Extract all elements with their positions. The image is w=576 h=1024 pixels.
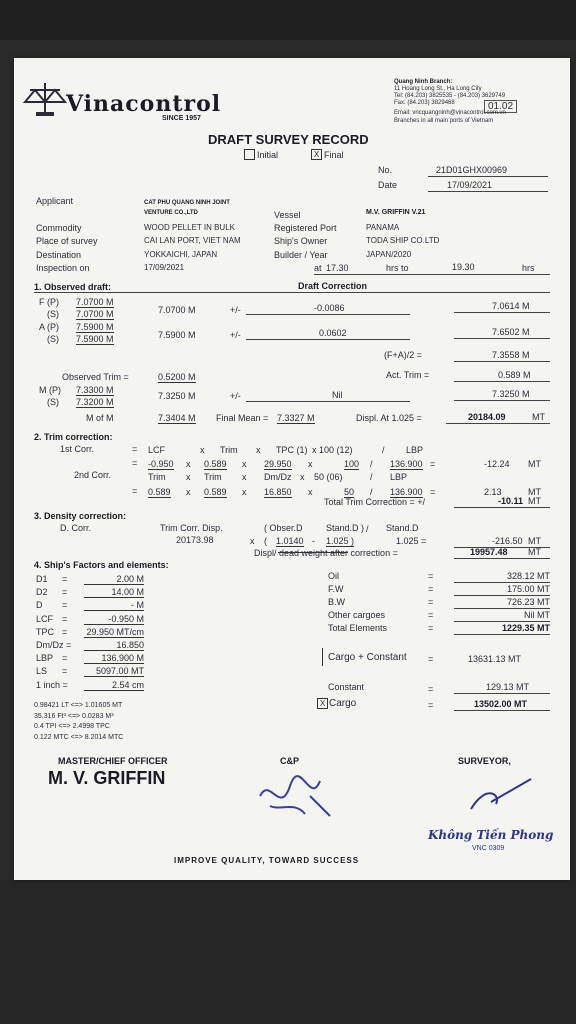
trim-values-2-cell: x	[308, 487, 313, 497]
owner-value: TODA SHIP CO.LTD	[366, 236, 440, 245]
a-plus-minus: +/-	[230, 330, 241, 340]
factor-eq: =	[62, 600, 68, 611]
inspection-label: Inspection on	[36, 263, 90, 273]
a-p-label: A (P)	[39, 322, 60, 332]
element-eq: =	[428, 623, 434, 633]
survey-document	[14, 58, 570, 880]
element-eq: =	[428, 597, 434, 607]
destination-label: Destination	[36, 250, 82, 260]
builder-label: Builder / Year	[274, 250, 328, 260]
to-value: 19.30	[452, 262, 475, 272]
trim-values-1-cell: x	[186, 459, 191, 469]
branch-email: Email: vncquangninh@vinacontrol.com.vn	[394, 110, 506, 116]
a-mean: 7.5900 M	[158, 330, 196, 340]
factor-label: LS	[36, 666, 48, 677]
cargo-constant-label: Cargo + Constant	[328, 652, 407, 663]
element-label: Oil	[328, 571, 339, 581]
section3-title: 3. Density correction:	[34, 511, 127, 521]
factor-label: D1	[36, 574, 48, 584]
m-s-value: 7.3200 M	[76, 397, 114, 407]
constant-value: 129.13 MT	[486, 682, 530, 692]
a-p-value: 7.5900 M	[76, 322, 114, 332]
f-p-label: F (P)	[39, 297, 59, 307]
initial-checkbox	[244, 149, 255, 160]
element-label: B.W	[328, 597, 345, 607]
stand-d2-label: Stand.D	[386, 523, 419, 533]
trim-header-1-cell: x	[256, 445, 261, 455]
trim-values-2-cell: /	[370, 487, 373, 497]
trim-values-2-cell: MT	[528, 487, 541, 497]
brand-since: SINCE 1957	[162, 115, 201, 122]
document-title: DRAFT SURVEY RECORD	[208, 132, 369, 147]
factor-value: 14.00 M	[84, 587, 144, 598]
total-trim-value: -10.11	[498, 496, 524, 506]
trim-values-1-cell: -12.24	[484, 459, 510, 469]
branch-ports: Branches in all main ports of Vietnam	[394, 118, 494, 124]
factor-label: D	[36, 600, 43, 611]
stand-d1-label: Stand.D )	[326, 523, 365, 533]
strike-line	[278, 552, 348, 553]
trim-values-1-cell: 0.589	[204, 459, 227, 469]
trim-values-2-cell: 2.13	[484, 487, 502, 497]
after-correction-label: Displ/ dead weight after correction =	[254, 548, 398, 558]
factor-value: 16.850	[84, 640, 144, 651]
fa2-label: (F+A)/2 =	[384, 350, 423, 360]
f-p-value: 7.0700 M	[76, 297, 114, 307]
final-mean-label: Final Mean =	[216, 413, 269, 423]
f-plus-minus: +/-	[230, 305, 241, 315]
port-value: PANAMA	[366, 223, 400, 232]
trim-header-1-cell: Trim	[220, 445, 238, 455]
cargo-constant-value: 13631.13 MT	[468, 654, 522, 664]
displ-label: Displ. At 1.025 =	[356, 413, 422, 423]
trim-values-1-cell: =	[430, 459, 436, 469]
section1-title: 1. Observed draft:	[34, 282, 112, 292]
conversion-line: 35.316 Ft³ <=> 0.0283 M³	[34, 712, 114, 720]
factor-label: 1 inch =	[36, 679, 68, 690]
density-val2: 1.025 )	[326, 536, 355, 546]
trim-values-2-cell: 50	[344, 487, 355, 497]
m-result: 7.3250 M	[492, 389, 530, 399]
trim-header-2-cell: 50 (06)	[314, 472, 343, 482]
at-label: at	[314, 263, 322, 273]
factor-eq: =	[62, 653, 68, 664]
trim-header-2-cell: x	[300, 472, 305, 482]
commodity-label: Commodity	[36, 223, 82, 233]
factor-value: 2.00 M	[84, 574, 144, 585]
element-eq: =	[428, 571, 434, 581]
f-result: 7.0614 M	[492, 301, 530, 311]
trim-header-2-cell: Trim	[204, 472, 222, 482]
trim-values-2-cell: x	[186, 487, 191, 497]
density-correction-mt: MT	[528, 536, 541, 546]
destination-value: YOKKAICHI, JAPAN	[144, 250, 218, 259]
trim-header-1-cell: x 100 (12)	[312, 445, 353, 455]
mofm-label: M of M	[86, 413, 114, 423]
factor-eq: =	[62, 587, 68, 598]
branch-address: 11 Hoang Long St., Ha Long City	[394, 86, 482, 92]
trim-values-2-cell: 0.589	[148, 487, 171, 497]
trim-header-2-cell: x	[186, 472, 191, 482]
f-correction: -0.0086	[314, 303, 345, 313]
cargo-checkbox: X	[317, 698, 328, 709]
trim-header-1-cell: x	[200, 445, 205, 455]
after-correction-mt: MT	[528, 547, 541, 557]
a-correction: 0.0602	[319, 328, 347, 338]
element-label: Total Elements	[328, 623, 388, 633]
constant-eq: =	[428, 684, 434, 694]
signature-icon	[250, 766, 340, 826]
act-trim-value: 0.589 M	[498, 370, 531, 380]
trim-corr-row-4-eq: =	[132, 486, 138, 496]
trim-header-1-cell: LBP	[406, 445, 424, 455]
factor-label: LCF	[36, 613, 54, 624]
f-s-label: (S)	[47, 309, 59, 319]
trim-corr-row-2-eq: =	[132, 458, 138, 468]
density-val3: 1.025 =	[396, 536, 427, 546]
a-s-label: (S)	[47, 334, 59, 344]
trim-values-1-cell: MT	[528, 459, 541, 469]
draft-correction-label: Draft Correction	[298, 281, 368, 291]
trim-values-1-cell: 29.950	[264, 459, 292, 469]
a-s-value: 7.5900 M	[76, 334, 114, 344]
trim-values-1-cell: 100	[344, 459, 360, 469]
conversion-line: 0.98421 LT <=> 1.01605 MT	[34, 702, 123, 709]
factor-value: 29.950 MT/cm	[84, 627, 144, 638]
trim-values-1-cell: x	[308, 459, 313, 469]
section2-title: 2. Trim correction:	[34, 432, 113, 442]
obs-trim-label: Observed Trim =	[62, 372, 129, 382]
master-name: M. V. GRIFFIN	[48, 768, 166, 788]
trim-values-2-cell: 0.589	[204, 487, 227, 497]
trim-corr-disp-label: Trim Corr. Disp.	[160, 523, 223, 533]
applicant-value-2: VENTURE CO.,LTD	[144, 210, 198, 216]
factor-label: Dm/Dz =	[36, 640, 72, 650]
trim-values-2-cell: 136.900	[390, 487, 423, 497]
m-correction: Nil	[332, 390, 343, 400]
element-eq: =	[428, 584, 434, 594]
displ-mt: MT	[532, 412, 545, 422]
a-result: 7.6502 M	[492, 327, 530, 337]
trim-header-2-cell: LBP	[390, 472, 408, 482]
element-label: F.W	[328, 584, 344, 594]
m-plus-minus: +/-	[230, 391, 241, 401]
trim-corr-row-1: =	[132, 444, 138, 454]
m-p-label: M (P)	[39, 385, 61, 395]
d-corr-label: D. Corr.	[60, 523, 92, 533]
f-mean: 7.0700 M	[158, 305, 196, 315]
vinacontrol-logo-icon	[22, 80, 68, 118]
trim-values-1-cell: /	[370, 459, 373, 469]
applicant-value-1: CAT PHU QUANG NINH JOINT	[144, 200, 230, 206]
trim-header-2-cell: /	[370, 472, 373, 482]
element-value: Nil MT	[524, 610, 550, 620]
factor-value: -0.950 M	[84, 614, 144, 625]
cp-label: C&P	[280, 756, 300, 766]
place-value: CAI LAN PORT, VIET NAM	[144, 236, 241, 245]
factor-eq: =	[62, 626, 68, 637]
final-checkbox: X	[311, 149, 322, 160]
obser-d-label: ( Obser.D	[264, 523, 303, 533]
factor-eq: =	[62, 666, 68, 677]
applicant-label: Applicant	[36, 196, 74, 206]
at-value: 17.30	[326, 263, 349, 273]
total-trim-label: Total Trim Correction = +/	[324, 497, 426, 507]
fa2-value: 7.3558 M	[492, 350, 530, 360]
density-minus: -	[312, 536, 315, 546]
place-label: Place of survey	[36, 236, 98, 246]
cargo-eq: =	[428, 700, 434, 710]
f-s-value: 7.0700 M	[76, 309, 114, 319]
footer-slogan: IMPROVE QUALITY, TOWARD SUCCESS	[174, 856, 360, 865]
branch-title: Quang Ninh Branch:	[394, 79, 453, 85]
port-label: Registered Port	[274, 223, 337, 233]
hrs-to-label: hrs to	[386, 263, 409, 273]
surveyor-signature-icon	[466, 774, 536, 814]
builder-value: JAPAN/2020	[366, 250, 412, 259]
cargo-value: 13502.00 MT	[474, 699, 528, 709]
trim-values-1-cell: -0.950	[148, 459, 174, 469]
trim-values-1-cell: x	[242, 459, 247, 469]
branch-fax: Fax: (84.203) 3829468	[394, 100, 455, 106]
trim-values-2-cell: x	[242, 487, 247, 497]
mofm-value: 7.3404 M	[158, 413, 196, 423]
trim-header-2-cell: Trim	[148, 472, 166, 482]
density-slash: /	[366, 524, 369, 534]
element-eq: =	[428, 610, 434, 620]
factor-label: TPC	[36, 626, 54, 637]
trim-corr-disp-value: 20173.98	[176, 535, 214, 545]
factor-value: 136.900 M	[84, 653, 144, 664]
element-label: Other cargoes	[328, 610, 386, 620]
surveyor-label: SURVEYOR,	[458, 756, 511, 766]
vessel-value: M.V. GRIFFIN V.21	[366, 209, 426, 216]
record-date-value: 17/09/2021	[447, 180, 493, 190]
stamp-number: 01.02	[484, 100, 517, 113]
brand-name: Vinacontrol	[66, 91, 222, 117]
commodity-value: WOOD PELLET IN BULK	[144, 223, 235, 232]
trim-values-1-cell: 136.900	[390, 459, 423, 469]
final-label: Final	[324, 150, 344, 160]
m-s-label: (S)	[47, 397, 59, 407]
trim-header-1-cell: TPC (1)	[276, 445, 308, 455]
factor-value: 2.54 cm	[84, 680, 144, 691]
trim-values-2-cell: 16.850	[264, 487, 292, 497]
element-value: 175.00 MT	[506, 584, 550, 594]
trim-header-2-cell: x	[242, 472, 247, 482]
cargo-label: Cargo	[329, 698, 357, 709]
final-mean-value: 7.3327 M	[277, 413, 315, 423]
vessel-label: Vessel	[274, 210, 301, 220]
displ-value: 20184.09	[468, 412, 506, 422]
factor-value: 5097.00 MT	[84, 666, 144, 677]
density-open-paren: (	[264, 536, 267, 546]
initial-label: Initial	[257, 150, 279, 160]
m-mean: 7.3250 M	[158, 391, 196, 401]
density-correction: -216.50	[492, 536, 523, 546]
surveyor-code: VNC 0309	[472, 845, 505, 852]
record-no-value: 21D01GHX00969	[436, 165, 508, 175]
element-value: 726.23 MT	[506, 597, 550, 607]
trim-header-1-cell: /	[382, 445, 385, 455]
element-value: 1229.35 MT	[501, 623, 550, 633]
first-corr-label: 1st Corr.	[60, 444, 95, 454]
m-p-value: 7.3300 M	[76, 385, 114, 395]
record-date-label: Date	[378, 180, 398, 190]
act-trim-label: Act. Trim =	[386, 370, 430, 380]
trim-header-1-cell: LCF	[148, 445, 166, 455]
obs-trim-value: 0.5200 M	[158, 372, 196, 382]
surveyor-name: Không Tiến Phong	[428, 828, 554, 842]
factor-value: - M	[84, 600, 144, 611]
factor-label: D2	[36, 587, 48, 598]
element-value: 328.12 MT	[506, 571, 550, 581]
trim-header-2-cell: Dm/Dz	[264, 472, 292, 482]
total-trim-mt: MT	[528, 496, 541, 506]
second-corr-label: 2nd Corr.	[74, 470, 112, 480]
conversion-line: 0.4 TPI <=> 2.4998 TPC	[34, 723, 110, 730]
hrs-label: hrs	[522, 263, 535, 273]
factor-eq: =	[62, 613, 68, 624]
factor-eq: =	[62, 574, 68, 584]
density-val1: 1.0140	[276, 536, 304, 546]
factor-label: LBP	[36, 653, 54, 664]
conversion-line: 0.122 MTC <=> 8.2014 MTC	[34, 733, 124, 741]
cargo-constant-eq: =	[428, 654, 434, 664]
owner-label: Ship's Owner	[274, 236, 328, 246]
after-correction-value: 19957.48	[470, 547, 508, 557]
master-label: MASTER/CHIEF OFFICER	[58, 756, 168, 766]
density-x: x	[250, 536, 255, 546]
trim-values-2-cell: =	[430, 487, 436, 497]
inspection-value: 17/09/2021	[144, 263, 185, 272]
constant-label: Constant	[328, 682, 365, 692]
branch-tel: Tel: (84.203) 3825535 - (84.203) 3629749	[394, 93, 506, 99]
record-no-label: No.	[378, 165, 393, 175]
section4-title: 4. Ship's Factors and elements:	[34, 560, 169, 570]
